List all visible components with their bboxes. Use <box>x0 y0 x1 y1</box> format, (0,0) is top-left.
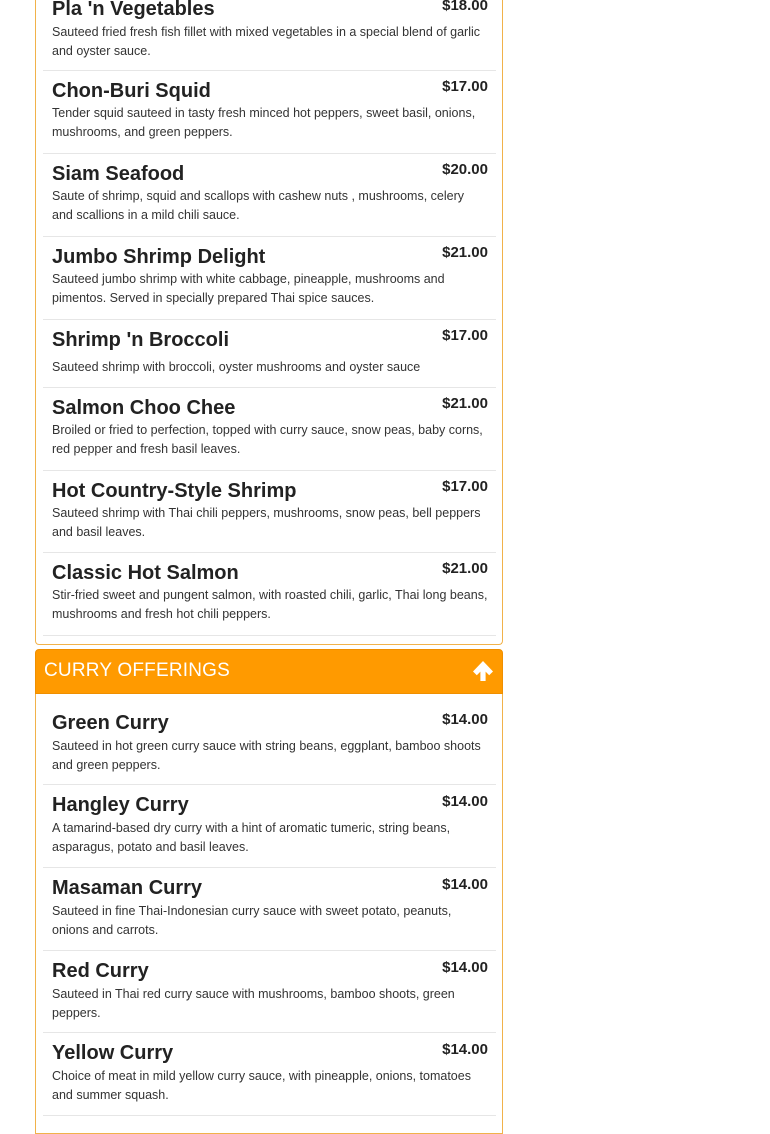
menu-item-description: Sauteed in hot green curry sauce with string beans, eggplant, bamboo shoots and green peppers. <box>52 739 481 772</box>
menu-item-description: Sauteed jumbo shrimp with white cabbage, pineapple, mushrooms and pimentos. Served in specially prepared Thai spice sauces. <box>52 272 445 305</box>
menu-item-description: Sauteed fried fresh fish fillet with mixed vegetables in a special blend of garlic and oyster sauce. <box>52 25 481 58</box>
menu-item <box>43 320 496 388</box>
menu-item <box>43 868 496 951</box>
menu-item-name: Chon-Buri Squid <box>52 80 211 102</box>
menu-item-price: $21.00 <box>442 244 488 261</box>
menu-item-price: $17.00 <box>442 327 488 344</box>
menu-item-price: $21.00 <box>442 395 488 412</box>
menu-item-price: $17.00 <box>442 78 488 95</box>
menu-item-description: A tamarind-based dry curry with a hint of aromatic tumeric, string beans, asparagus, potato and basil leaves. <box>52 821 451 854</box>
menu-item-description: Sauteed in fine Thai-Indonesian curry sauce with sweet potato, peanuts, onions and carrots. <box>52 904 452 937</box>
menu-item-price: $14.00 <box>442 711 488 728</box>
menu-item <box>43 71 496 154</box>
menu-item-name: Pla 'n Vegetables <box>52 0 215 20</box>
menu-item-price: $14.00 <box>442 876 488 893</box>
menu-item-description: Sauteed in Thai red curry sauce with mushrooms, bamboo shoots, green peppers. <box>52 987 455 1020</box>
menu-item-price: $17.00 <box>442 478 488 495</box>
menu-item-name: Hangley Curry <box>52 794 189 816</box>
menu-item-name: Jumbo Shrimp Delight <box>52 246 266 268</box>
curry-section-header[interactable] <box>35 649 503 694</box>
menu-item-name: Masaman Curry <box>52 877 203 899</box>
menu-item-name: Green Curry <box>52 712 169 734</box>
menu-item <box>43 154 496 237</box>
arrow-up-icon[interactable] <box>471 659 495 683</box>
menu-item-description: Tender squid sauteed in tasty fresh minced hot peppers, sweet basil, onions, mushrooms, and green peppers. <box>52 106 476 139</box>
menu-item <box>43 1033 496 1116</box>
menu-item-name: Shrimp 'n Broccoli <box>52 329 230 351</box>
menu-item-description: Choice of meat in mild yellow curry sauce, with pineapple, onions, tomatoes and summer squash. <box>52 1069 471 1102</box>
menu-item <box>43 388 496 471</box>
menu-item-name: Red Curry <box>52 960 149 982</box>
menu-item-price: $14.00 <box>442 793 488 810</box>
menu-item <box>43 0 496 71</box>
menu-item-name: Hot Country-Style Shrimp <box>52 480 297 502</box>
menu-item-name: Classic Hot Salmon <box>52 562 239 584</box>
curry-menu-list <box>43 703 496 1116</box>
menu-item-name: Salmon Choo Chee <box>52 397 236 419</box>
menu-item-price: $18.00 <box>442 0 488 14</box>
menu-item-price: $20.00 <box>442 161 488 178</box>
menu-item-description: Saute of shrimp, squid and scallops with cashew nuts , mushrooms, celery and scallions in a mild chili sauce. <box>52 189 464 222</box>
section-title: CURRY OFFERINGS <box>44 660 230 681</box>
menu-item-price: $14.00 <box>442 1041 488 1058</box>
menu-item-description: Sauteed shrimp with Thai chili peppers, mushrooms, snow peas, bell peppers and basil leaves. <box>52 506 481 539</box>
menu-item-name: Yellow Curry <box>52 1042 174 1064</box>
menu-item-name: Siam Seafood <box>52 163 185 185</box>
menu-item-description: Sauteed shrimp with broccoli, oyster mushrooms and oyster sauce <box>52 360 421 374</box>
menu-item-description: Broiled or fried to perfection, topped with curry sauce, snow peas, baby corns, red pepper and fresh basil leaves. <box>52 423 483 456</box>
menu-item <box>43 703 496 785</box>
menu-item <box>43 785 496 868</box>
menu-item-price: $21.00 <box>442 560 488 577</box>
menu-item-description: Stir-fried sweet and pungent salmon, with roasted chili, garlic, Thai long beans, mushrooms and fresh hot chili peppers. <box>52 588 488 621</box>
menu-item <box>43 237 496 320</box>
menu-item <box>43 951 496 1033</box>
menu-item <box>43 471 496 553</box>
menu-item <box>43 553 496 636</box>
seafood-menu-list <box>43 0 496 636</box>
menu-item-price: $14.00 <box>442 959 488 976</box>
